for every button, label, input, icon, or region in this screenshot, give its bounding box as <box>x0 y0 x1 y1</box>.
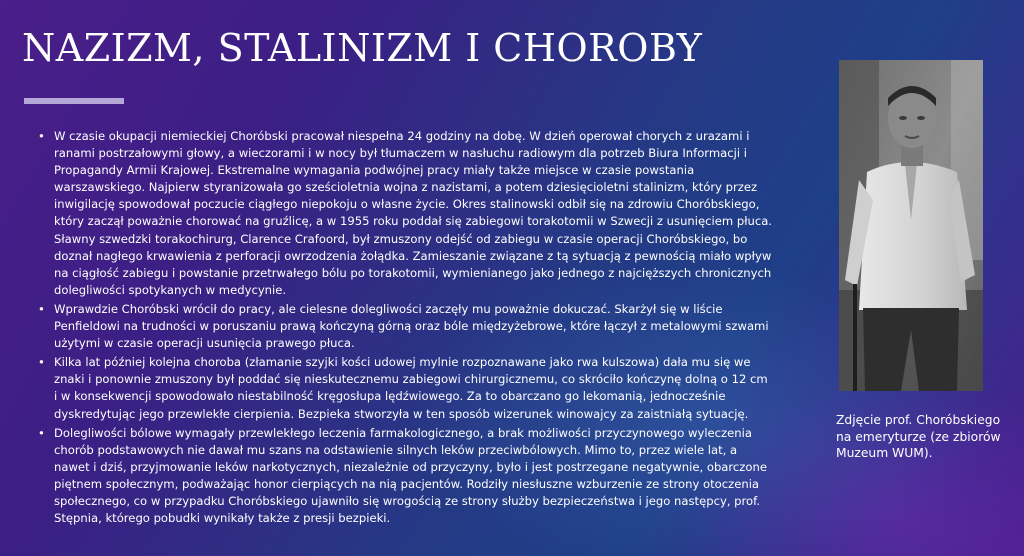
slide-title: NAZIZM, STALINIZM I CHOROBY <box>22 26 703 70</box>
title-accent-bar <box>24 98 124 104</box>
slide-body <box>38 128 774 529</box>
bullet-item: • Dolegliwości bólowe wymagały przewlekłego leczenia farmakologicznego, a brak możliwości przyczynowego wyleczenia chorób podstawowych nie dawał mu szans na odstawienie silnych leków przeciwbólowych. Mimo to, przez wiele lat, a nawet i dziś, przyjmowanie leków narkotycznych, niezależnie od przyczyny, było i jest postrzegane negatywnie, obarczone piętnem społecznym, podważając honor cierpiących na nią pacjentów. Rodziły niesłuszne wzburzenie ze strony otoczenia społecznego, co w przypadku Choróbskiego ujawniło się wrogością ze strony służby bezpieczeństwa i jego następcy, prof. Stępnia, którego pobudki wynikały także z presji bezpieki. <box>38 425 774 528</box>
bullet-item: • Wprawdzie Choróbski wrócił do pracy, ale cielesne dolegliwości zaczęły mu poważnie dokuczać. Skarżył się w liście Penfieldowi na trudności w poruszaniu prawą kończyną górną oraz bóle międzyżebrowe, które łączył z metalowymi szwami użytymi w czasie operacji usunięcia prawego płuca. <box>38 301 774 352</box>
bullet-list <box>38 128 774 527</box>
portrait-photo <box>839 60 983 391</box>
bullet-item: • W czasie okupacji niemieckiej Choróbski pracował niespełna 24 godziny na dobę. W dzień operował chorych z urazami i ranami postrzałowymi głowy, a wieczorami i w nocy był tłumaczem w nasłuchu radiowym dla potrzeb Biura Informacji i Propagandy Armii Krajowej. Ekstremalne wymagania podwójnej pracy miały także miejsce w czasie powstania warszawskiego. Najpierw styranizowała go sześcioletnia wojna z nazistami, a potem dziesięcioletni stalinizm, który przez inwigilację spowodował poczucie ciągłego niepokoju o własne życie. Okres stalinowski odbił się na zdrowiu Choróbskiego, który zaczął poważnie chorować na gruźlicę, a w 1955 roku poddał się zabiegowi torakotomii w Szwecji z usunięciem płuca. Sławny szwedzki torakochirurg, Clarence Crafoord, był zmuszony odejść od zabiegu w czasie operacji Choróbskiego, bo doznał nagłego krwawienia z perforacji owrzodzenia żołądka. Zamieszanie związane z tą sytuacją z pewnością miało wpływ na ciągłość zabiegu i powstanie przetrwałego bólu po torakotomii, wymienianego jako jednego z najcięższych chronicznych dolegliwości spotykanych w medycynie. <box>38 128 774 299</box>
photo-caption: Zdjęcie prof. Choróbskiego na emeryturze (ze zbiorów Muzeum WUM). <box>836 413 1001 460</box>
bullet-item: • Kilka lat później kolejna choroba (złamanie szyjki kości udowej mylnie rozpoznawane jako rwa kulszowa) dała mu się we znaki i ponownie zmuszony był poddać się nieskutecznemu zabiegowi chirurgicznemu, co skróciło kończynę dolną o 12 cm i w konsekwencji spowodowało niestabilność kręgosłupa lędźwiowego. Za to obarczano go lekomanią, jednocześnie dyskredytując jego przewlekłe cierpienia. Bezpieka stworzyła w ten sposób wizerunek winowajcy za zaistniałą sytuację. <box>38 354 774 422</box>
